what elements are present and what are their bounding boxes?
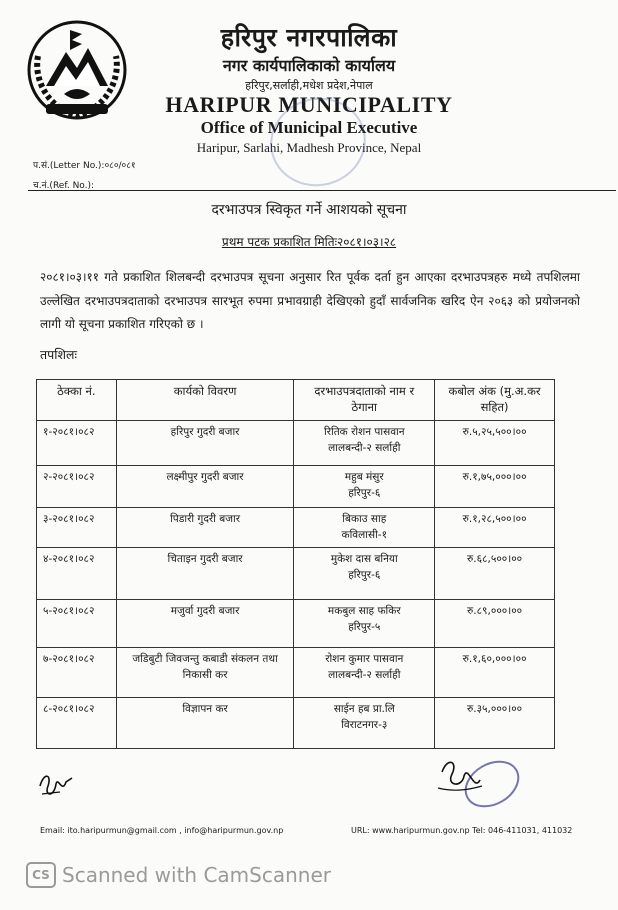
cell-bidder xyxy=(294,548,435,600)
col-header-amount: कबोल अंक (मु.अ.कर सहित) xyxy=(435,380,555,421)
details-label: तपशिलः xyxy=(40,347,77,362)
cell-amount: रु.१,२८,५००।०० xyxy=(435,508,555,548)
camscanner-watermark xyxy=(26,862,331,888)
cell-bidder xyxy=(294,508,435,548)
table-row xyxy=(37,698,555,749)
header-english-office: Office of Municipal Executive xyxy=(200,118,418,137)
cell-amount: रु.३५,०००।०० xyxy=(435,698,555,749)
reference-number: च.नं.(Ref. No.): xyxy=(33,181,95,191)
cell-bidder xyxy=(294,421,435,466)
cell-work: विज्ञापन कर xyxy=(116,698,294,749)
camscanner-text: Scanned with CamScanner xyxy=(62,863,331,887)
cell-bidder xyxy=(294,466,435,508)
table-row xyxy=(37,600,555,648)
col-header-contract-no: ठेक्का नं. xyxy=(37,380,117,421)
publication-date: प्रथम पटक प्रकाशित मितिः२०८१।०३।२८ xyxy=(221,235,397,249)
footer-email: Email: ito.haripurmun@gmail.com , info@haripurmun.gov.np xyxy=(40,826,284,835)
col-header-work: कार्यको विवरण xyxy=(116,380,294,421)
cell-contract-no: २-२०८१।०८२ xyxy=(37,466,117,508)
footer-url-phone: URL: www.haripurmun.gov.np Tel: 046-411031, 411032 xyxy=(351,826,573,835)
bidder-address: विराटनगर-३ xyxy=(341,719,388,731)
bidder-name: साईन हब प्रा.लि xyxy=(333,703,395,715)
bidder-name: मकबुल साह फकिर xyxy=(327,605,401,617)
letter-number: प.सं.(Letter No.):०८०/०८१ xyxy=(33,161,136,171)
cell-work: मजुर्वा गुदरी बजार xyxy=(116,600,294,648)
table-row xyxy=(37,648,555,698)
notice-title: दरभाउपत्र स्विकृत गर्ने आशयको सूचना xyxy=(211,202,407,218)
col-header-bidder: दरभाउपत्रदाताको नाम र ठेगाना xyxy=(294,380,435,421)
bidder-name: रितिक रोशन पासवान xyxy=(323,426,405,438)
header-english-address: Haripur, Sarlahi, Madhesh Province, Nepal xyxy=(196,140,422,155)
table-header-row xyxy=(37,380,555,421)
bidder-address: लालबन्दी-२ सर्लाही xyxy=(328,442,401,454)
cell-contract-no: ८-२०८१।०८२ xyxy=(37,698,117,749)
cell-contract-no: ३-२०८१।०८२ xyxy=(37,508,117,548)
bidder-address: कविलासी-१ xyxy=(341,529,388,541)
signature-and-stamp-right xyxy=(434,752,524,824)
bidder-address: हरिपुर-५ xyxy=(348,621,381,633)
header-divider xyxy=(28,190,616,191)
header-nepali-title: हरिपुर नगरपालिका xyxy=(220,23,398,52)
cell-work: हरिपुर गुदरी बजार xyxy=(116,421,294,466)
bidder-address: हरिपुर-६ xyxy=(348,569,381,581)
bid-table xyxy=(36,379,555,749)
table-row xyxy=(37,421,555,466)
bidder-name: मुकेश दास बनिया xyxy=(330,553,398,565)
cell-bidder xyxy=(294,698,435,749)
cell-work: जडिबुटी जिवजन्तु कबाडी संकलन तथा निकासी कर xyxy=(116,648,294,698)
cell-work: लक्ष्मीपुर गुदरी बजार xyxy=(116,466,294,508)
cell-work: चिताइन गुदरी बजार xyxy=(116,548,294,600)
cell-contract-no: ४-२०८१।०८२ xyxy=(37,548,117,600)
table-row xyxy=(37,466,555,508)
bidder-name: रोशन कुमार पासवान xyxy=(325,653,404,665)
header-nepali-office: नगर कार्यपालिकाको कार्यालय xyxy=(222,56,396,75)
bidder-address: लालबन्दी-२ सर्लाही xyxy=(328,669,401,681)
bidder-name: बिकाउ साह xyxy=(342,513,387,525)
cell-amount: रु.१,७५,०००।०० xyxy=(435,466,555,508)
header-english-title: HARIPUR MUNICIPALITY xyxy=(165,92,453,117)
cell-contract-no: १-२०८१।०८२ xyxy=(37,421,117,466)
cell-work: पिडारी गुदरी बजार xyxy=(116,508,294,548)
cell-bidder xyxy=(294,648,435,698)
cell-amount: रु.६८,५००।०० xyxy=(435,548,555,600)
signature-left xyxy=(36,768,76,800)
header-nepali-address: हरिपुर,सर्लाही,मधेश प्रदेश,नेपाल xyxy=(245,79,373,92)
cell-amount: रु.८९,०००।०० xyxy=(435,600,555,648)
municipality-emblem-logo xyxy=(24,16,130,124)
bidder-name: महुब मंसुर xyxy=(344,471,384,483)
cell-amount: रु.५,२५,५००।०० xyxy=(435,421,555,466)
cell-bidder xyxy=(294,600,435,648)
cell-contract-no: ५-२०८१।०८२ xyxy=(37,600,117,648)
camscanner-logo-icon: CS xyxy=(26,862,56,888)
cell-contract-no: ७-२०८१।०८२ xyxy=(37,648,117,698)
notice-body: २०८१।०३।११ गते प्रकाशित शिलबन्दी दरभाउपत्र सूचना अनुसार रित पूर्वक दर्ता हुन आएका दरभाउपत्रहरु मध्ये तपशिलमा उल्लेखित दरभाउपत्रदाताको दरभाउपत्र सारभूत रुपमा प्रभावग्राही देखिएको हुदाँ सार्वजनिक खरिद ऐन २०६३ को प्रयोजनको लागी यो सूचना प्रकाशित गरिएको छ । xyxy=(40,270,580,331)
table-row xyxy=(37,508,555,548)
cell-amount: रु.१,६०,०००।०० xyxy=(435,648,555,698)
table-row xyxy=(37,548,555,600)
bidder-address: हरिपुर-६ xyxy=(348,487,381,499)
